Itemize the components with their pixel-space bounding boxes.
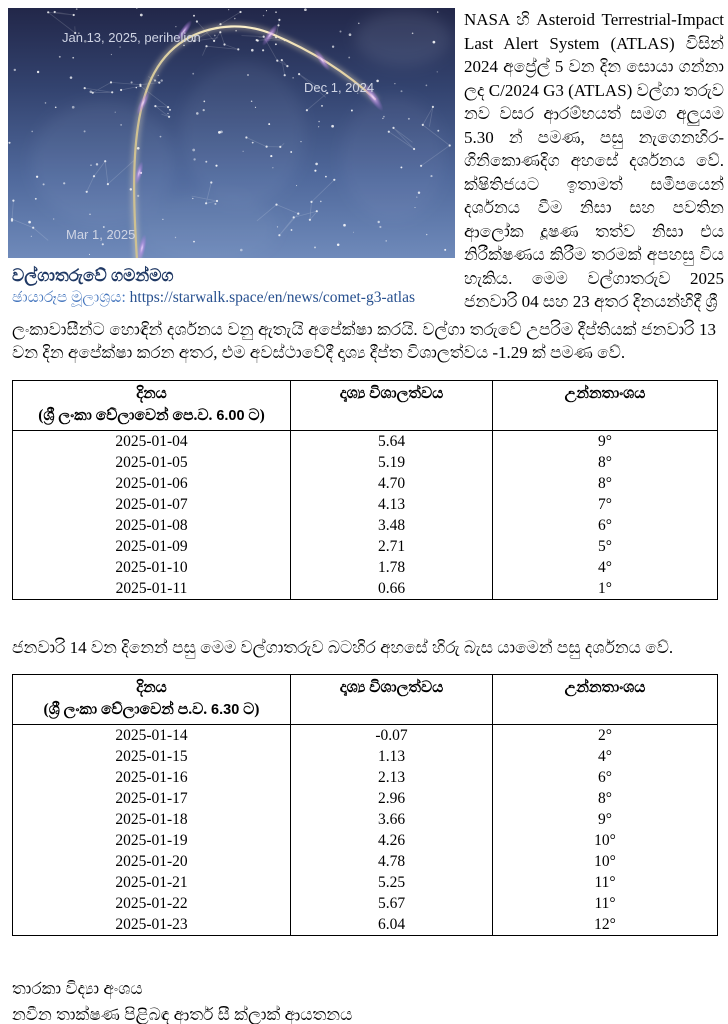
col-header-altitude: උන්නතාංශය — [493, 675, 718, 725]
footer-institute: නවීන තාක්ෂණ පිළිබඳ ආතර් සී ක්ලාක් ආයතනය — [12, 1005, 353, 1024]
table-cell: 2025-01-05 — [13, 452, 291, 473]
table-row — [13, 725, 718, 747]
table-cell: 1° — [493, 578, 718, 600]
table-cell: 2025-01-07 — [13, 494, 291, 515]
table-cell: 2.13 — [291, 767, 493, 788]
figure-block — [8, 8, 455, 307]
table-row — [13, 788, 718, 809]
table-row — [13, 830, 718, 851]
table-row — [13, 430, 718, 452]
table-cell: 4.13 — [291, 494, 493, 515]
table-cell: 5.25 — [291, 872, 493, 893]
table-cell: 2025-01-04 — [13, 430, 291, 452]
table-cell: 2025-01-10 — [13, 557, 291, 578]
table-cell: 6° — [493, 515, 718, 536]
table-cell: 2025-01-22 — [13, 893, 291, 914]
table-cell: 2025-01-20 — [13, 851, 291, 872]
table-cell: 2025-01-06 — [13, 473, 291, 494]
source-label: ඡායාරූප මූලාශ්‍රය: — [12, 289, 126, 306]
table-row — [13, 452, 718, 473]
table-row — [13, 746, 718, 767]
label-dec-1-2024: Dec 1, 2024 — [304, 80, 375, 95]
footer-division: තාරකා විද්‍යා අංශය — [12, 979, 143, 998]
table-cell: 4° — [493, 557, 718, 578]
table-cell: 5.67 — [291, 893, 493, 914]
table-cell: 8° — [493, 452, 718, 473]
table-cell: 5° — [493, 536, 718, 557]
table-cell: 1.13 — [291, 746, 493, 767]
table-cell: 2025-01-14 — [13, 725, 291, 747]
label-mar-1-2025: Mar 1, 2025 — [66, 227, 136, 242]
table-cell: 2025-01-11 — [13, 578, 291, 600]
table-cell: 2025-01-09 — [13, 536, 291, 557]
table-cell: 2025-01-15 — [13, 746, 291, 767]
table-cell: 4° — [493, 746, 718, 767]
table-row — [13, 536, 718, 557]
table-row — [13, 893, 718, 914]
table-header-row — [13, 675, 718, 725]
table-row — [13, 872, 718, 893]
evening-visibility-table — [12, 674, 718, 936]
table-cell: 2° — [493, 725, 718, 747]
table-row — [13, 809, 718, 830]
table-cell: 2025-01-08 — [13, 515, 291, 536]
between-tables-paragraph: ජනවාරි 14 වන දිනෙන් පසු මෙම වල්ගාතරුව බටහිර අහසේ හිරු බැස යාමෙන් පසු දර්ශනය වේ. — [12, 637, 674, 657]
table-cell: 0.66 — [291, 578, 493, 600]
table-cell: 2.96 — [291, 788, 493, 809]
table-cell: 11° — [493, 872, 718, 893]
table-cell: 9° — [493, 430, 718, 452]
table-cell: 10° — [493, 830, 718, 851]
table-cell: 8° — [493, 788, 718, 809]
col-header-magnitude: දෘශ්‍ය විශාලත්වය — [291, 380, 493, 430]
table-cell: 8° — [493, 473, 718, 494]
table-cell: 2025-01-16 — [13, 767, 291, 788]
table-cell: 2025-01-17 — [13, 788, 291, 809]
footer-block — [12, 976, 728, 1024]
intro-paragraph-right: NASA හි Asteroid Terrestrial-Impact Last Alert System (ATLAS) විසින් 2024 අප්‍රේල් 5 වන දින සොයා ගන්නා ලද C/2024 G3 (ATLAS) වල්ගා තරුව නව වසර ආරම්භයත් සමග අලුයම 5.30 න් පමණ, පසු නැගෙනහිර-ගිනිකොණදිග අහසේ දර්ශනය වේ. ක්ෂිතිජයට ඉතාමත් සමීපයෙන් දර්ශනය වීම නිසා සහ පවතින ආලෝක දූෂණ තත්ව නිසා එය නිරීක්ෂණය කිරීම තරමක් අපහසු විය හැකිය. මෙම වල්ගාතරුව 2025 ජනවාරි 04 සහ 23 අතර දිනයන්හිදී ශ්‍රී — [464, 10, 725, 311]
table-cell: 4.78 — [291, 851, 493, 872]
figure-source-line — [12, 289, 455, 307]
table-cell: 5.64 — [291, 430, 493, 452]
col-header-date: දිනය (ශ්‍රී ලංකා වේලාවෙන් ප.ව. 6.30 ට) — [13, 675, 291, 725]
col-header-date: දිනය (ශ්‍රී ලංකා වේලාවෙන් පෙ.ව. 6.00 ට) — [13, 380, 291, 430]
table-cell: 4.70 — [291, 473, 493, 494]
table-cell: 3.48 — [291, 515, 493, 536]
table-cell: 5.19 — [291, 452, 493, 473]
col-header-altitude: උන්නතාංශය — [493, 380, 718, 430]
table-row — [13, 557, 718, 578]
table-row — [13, 851, 718, 872]
table-cell: 2025-01-23 — [13, 914, 291, 936]
intro-paragraph-full-width: ලංකාවාසීන්ට හොඳින් දර්ශනය වනු ඇතැයි අපේක්ෂා කරයි. වල්ගා තරුවේ උපරිම දීප්තියක් ජනවාරි 13 වන දින අපේක්ෂා කරන අතර, එම අවස්ථාවේදී දෘශ්‍ය දීප්ත විශාලත්වය -1.29 ක් පමණ වේ. — [12, 319, 716, 362]
table-cell: 2025-01-18 — [13, 809, 291, 830]
table-cell: 2.71 — [291, 536, 493, 557]
table-cell: -0.07 — [291, 725, 493, 747]
source-url-link[interactable]: https://starwalk.space/en/news/comet-g3-atlas — [129, 289, 416, 306]
table-header-row — [13, 380, 718, 430]
table-cell: 3.66 — [291, 809, 493, 830]
table-cell: 2025-01-21 — [13, 872, 291, 893]
table-row — [13, 515, 718, 536]
table-row — [13, 767, 718, 788]
table-row — [13, 578, 718, 600]
table-row — [13, 473, 718, 494]
label-perihelion: Jan 13, 2025, perihelion — [62, 30, 201, 45]
table-cell: 2025-01-19 — [13, 830, 291, 851]
figure-caption: වල්ගාතරුවේ ගමන්මග — [12, 266, 174, 285]
intro-text-column — [464, 8, 724, 314]
col-header-magnitude: දෘශ්‍ය විශාලත්වය — [291, 675, 493, 725]
table-row — [13, 914, 718, 936]
table-cell: 9° — [493, 809, 718, 830]
table-cell: 7° — [493, 494, 718, 515]
table-cell: 1.78 — [291, 557, 493, 578]
table-cell: 6.04 — [291, 914, 493, 936]
table-cell: 4.26 — [291, 830, 493, 851]
comet-path-star-chart — [8, 8, 455, 258]
table-cell: 10° — [493, 851, 718, 872]
table-cell: 12° — [493, 914, 718, 936]
table-cell: 6° — [493, 767, 718, 788]
table-cell: 11° — [493, 893, 718, 914]
top-section — [0, 0, 728, 314]
table-row — [13, 494, 718, 515]
morning-visibility-table — [12, 380, 718, 600]
